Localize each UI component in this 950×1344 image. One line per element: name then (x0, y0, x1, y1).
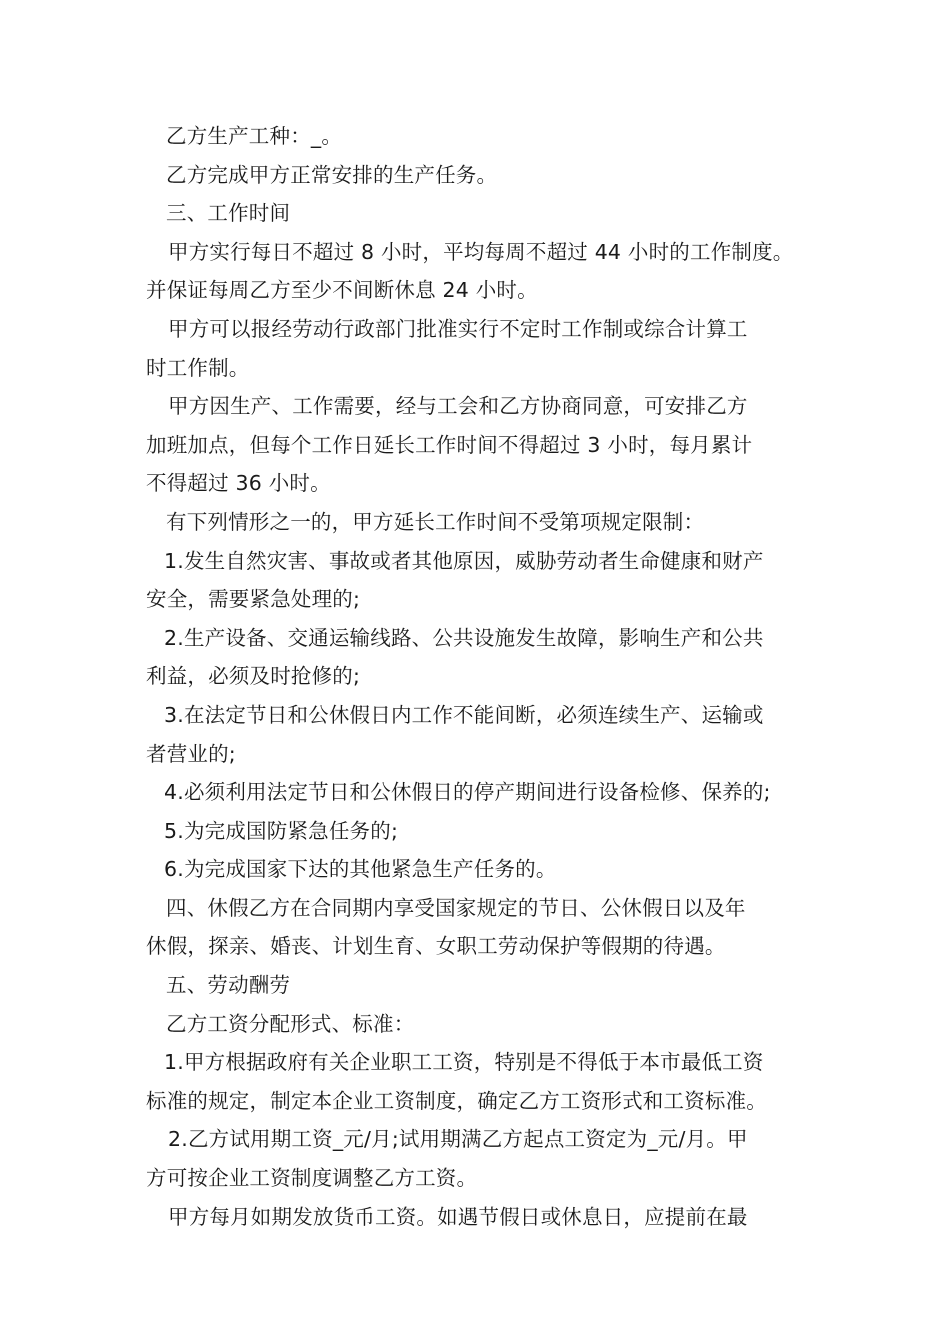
list-item: 2.乙方试用期工资_元/月;试用期满乙方起点工资定为_元/月。甲 (168, 1127, 748, 1152)
text-line: 休假，探亲、婚丧、计划生育、女职工劳动保护等假期的待遇。 (146, 934, 726, 959)
document-body (146, 117, 826, 1236)
text-line: 甲方可以报经劳动行政部门批准实行不定时工作制或综合计算工 (168, 316, 748, 341)
text-line: 者营业的; (146, 741, 236, 766)
text-line: 有下列情形之一的，甲方延长工作时间不受第项规定限制： (166, 509, 705, 534)
section-heading: 五、劳动酬劳 (166, 973, 291, 998)
text-line: 时工作制。 (146, 355, 250, 380)
section-heading: 三、工作时间 (166, 201, 291, 226)
list-item: 5.为完成国防紧急任务的; (164, 818, 399, 843)
text-line: 方可按企业工资制度调整乙方工资。 (146, 1166, 478, 1191)
list-item: 2.生产设备、交通运输线路、公共设施发生故障，影响生产和公共 (164, 625, 764, 650)
text-line: 乙方完成甲方正常安排的生产任务。 (166, 162, 498, 187)
text-line: 标准的规定，制定本企业工资制度，确定乙方工资形式和工资标准。 (146, 1088, 767, 1113)
list-item: 3.在法定节日和公休假日内工作不能间断，必须连续生产、运输或 (164, 702, 764, 727)
text-line: 安全，需要紧急处理的; (146, 587, 361, 612)
text-line: 甲方实行每日不超过 8 小时，平均每周不超过 44 小时的工作制度。 (168, 239, 794, 264)
text-line: 甲方每月如期发放货币工资。如遇节假日或休息日，应提前在最 (168, 1204, 748, 1229)
text-line: 乙方工资分配形式、标准： (166, 1011, 415, 1036)
text-line: 利益，必须及时抢修的; (146, 664, 361, 689)
list-item: 4.必须利用法定节日和公休假日的停产期间进行设备检修、保养的; (164, 780, 771, 805)
text-line: 甲方因生产、工作需要，经与工会和乙方协商同意，可安排乙方 (168, 394, 748, 419)
text-line: 并保证每周乙方至少不间断休息 24 小时。 (146, 278, 538, 303)
list-item: 6.为完成国家下达的其他紧急生产任务的。 (164, 857, 557, 882)
list-item: 1.甲方根据政府有关企业职工工资，特别是不得低于本市最低工资 (164, 1050, 764, 1075)
text-line: 加班加点，但每个工作日延长工作时间不得超过 3 小时，每月累计 (146, 432, 753, 457)
list-item: 1.发生自然灾害、事故或者其他原因，威胁劳动者生命健康和财产 (164, 548, 764, 573)
text-line: 乙方生产工种：_。 (166, 124, 343, 148)
section-heading: 四、休假乙方在合同期内享受国家规定的节日、公休假日以及年 (166, 895, 746, 920)
text-line: 不得超过 36 小时。 (146, 471, 331, 496)
